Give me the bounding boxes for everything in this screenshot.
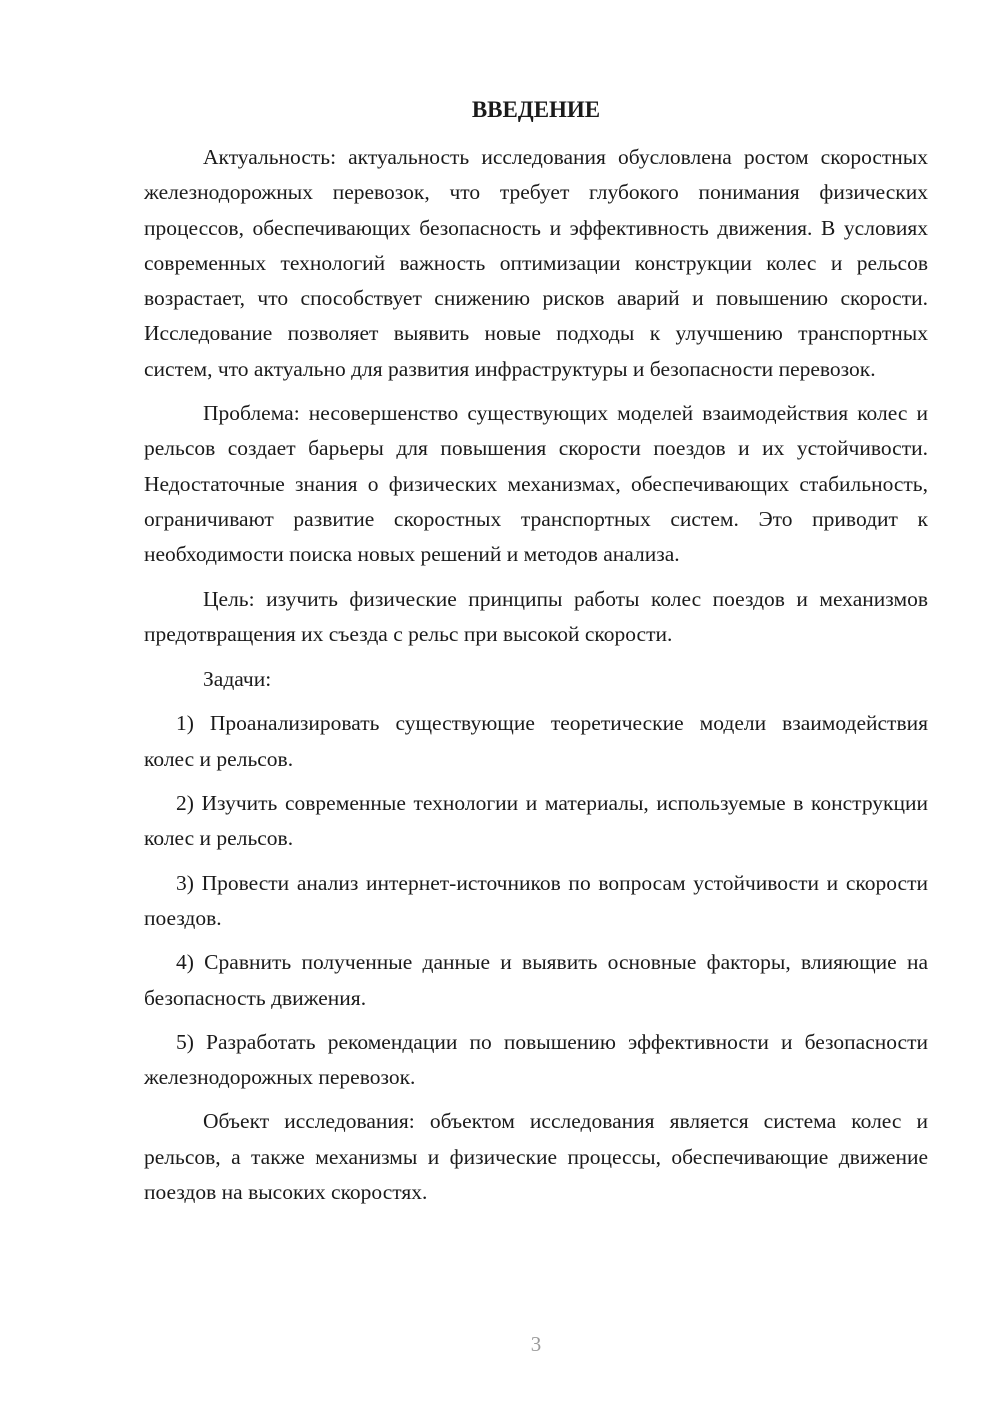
relevance-paragraph: Актуальность: актуальность исследования обусловлена ростом скоростных железнодорожных перевозок, что требует глубокого понимания физических процессов, обеспечивающих безопасность и эффективность движения. В условиях современных технологий важность оптимизации конструкции колес и рельсов возрастает, что способствует снижению рисков аварий и повышению скорости. Исследование позволяет выявить новые подходы к улучшению транспортных систем, что актуально для развития инфраструктуры и безопасности перевозок. <box>144 145 928 381</box>
task-item: 3) Провести анализ интернет-источников по вопросам устойчивости и скорости поездов. <box>144 870 928 930</box>
document-page <box>144 92 928 1210</box>
task-item: 4) Сравнить полученные данные и выявить основные факторы, влияющие на безопасность движения. <box>144 950 928 1010</box>
problem-paragraph: Проблема: несовершенство существующих моделей взаимодействия колес и рельсов создает барьеры для повышения скорости поездов и их устойчивости. Недостаточные знания о физических механизмах, обеспечивающих стабильность, ограничивают развитие скоростных транспортных систем. Это приводит к необходимости поиска новых решений и методов анализа. <box>144 401 928 567</box>
object-paragraph: Объект исследования: объектом исследования является система колес и рельсов, а также механизмы и физические процессы, обеспечивающие движение поездов на высоких скоростях. <box>144 1109 928 1205</box>
task-item: 1) Проанализировать существующие теоретические модели взаимодействия колес и рельсов. <box>144 711 928 771</box>
task-item: 5) Разработать рекомендации по повышению эффективности и безопасности железнодорожных перевозок. <box>144 1029 928 1090</box>
page-number: 3 <box>530 1332 542 1356</box>
task-item: 2) Изучить современные технологии и материалы, используемые в конструкции колес и рельсов. <box>144 791 928 851</box>
tasks-list <box>144 706 928 1095</box>
section-title: ВВЕДЕНИЕ <box>471 97 601 122</box>
goal-paragraph: Цель: изучить физические принципы работы колес поездов и механизмов предотвращения их съезда с рельс при высокой скорости. <box>144 586 928 646</box>
tasks-heading: Задачи: <box>203 667 272 692</box>
